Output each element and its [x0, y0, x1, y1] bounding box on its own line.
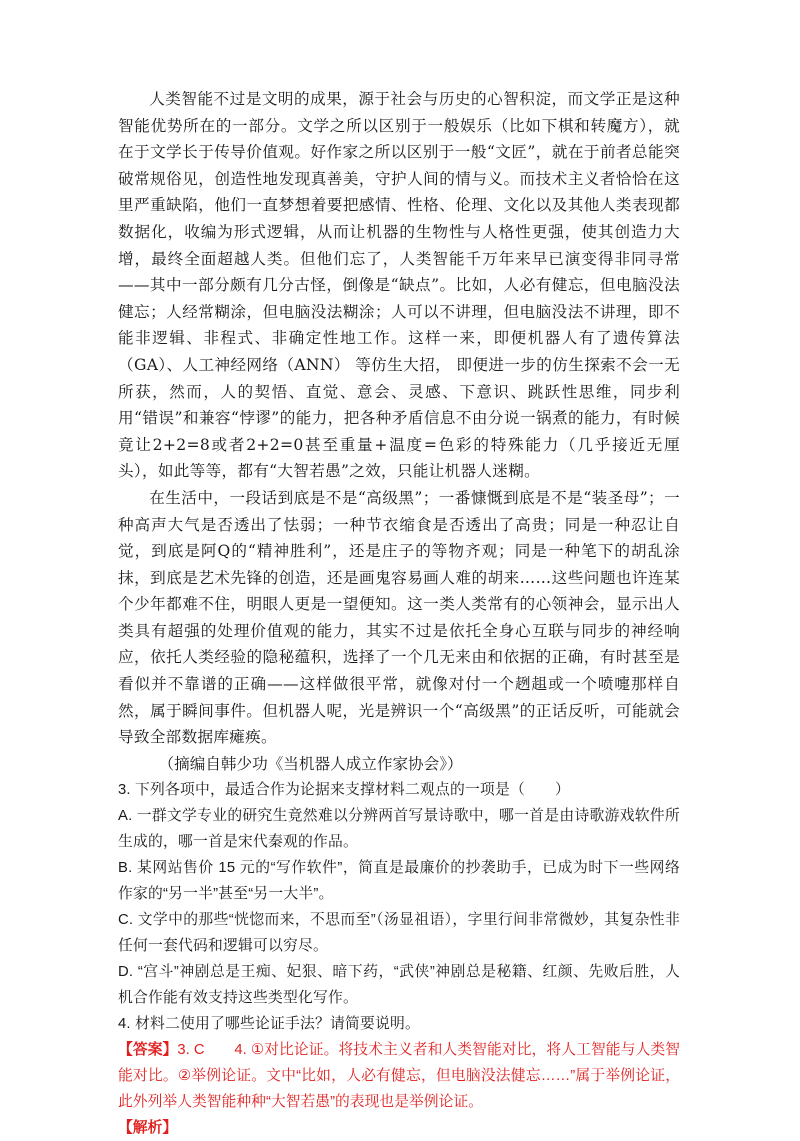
material-paragraph-1: 人类智能不过是文明的成果，源于社会与历史的心智积淀，而文学正是这种智能优势所在的一部分。文学之所以区别于一般娱乐（比如下棋和转魔方），就在于文学长于传导价值观。好作家之所以区别于一般“文匠”，就在于前者总能突破常规俗见，创造性地发现真善美，守护人间的情与义。而技术主义者恰恰在这里严重缺陷，他们一直梦想着要把感情、性格、伦理、文化以及其他人类表现都数据化，收编为形式逻辑，从而让机器的生物性与人格性更强，使其创造力大增，最终全面超越人类。但他们忘了，人类智能千万年来早已演变得非同寻常——其中一部分颇有几分古怪，倒像是“缺点”。比如，人必有健忘，但电脑没法健忘；人经常糊涂，但电脑没法糊涂；人可以不讲理，但电脑没法不讲理，即不能非逻辑、非程式、非确定性地工作。这样一来，即便机器人有了遗传算法（GA）、人工神经网络（ANN） 等仿生大招， 即便进一步的仿生探索不会一无所获，然而，人的契悟、直觉、意会、灵感、下意识、跳跃性思维，同步利用“错误”和兼容“悖谬”的能力，把各种矛盾信息不由分说一锅煮的能力，有时候竟让2+2=8或者2+2=0甚至重量+温度=色彩的特殊能力（几乎接近无厘头），如此等等，都有“大智若愚”之效，只能让机器人迷糊。: [118, 90, 680, 481]
option-c: C. 文学中的那些“恍惚而来，不思而至”（汤显祖语），字里行间非常微妙，其复杂性非任何一套代码和逻辑可以穷尽。: [118, 912, 680, 955]
option-d: D. “宫斗”神剧总是王痴、妃狠、暗下药，“武侠”神剧总是秘籍、红颜、先败后胜，人机合作能有效支持这些类型化写作。: [118, 964, 680, 1007]
question-3: 3. 下列各项中，最适合作为论据来支撑材料二观点的一项是（ ）: [118, 782, 570, 799]
answer-block: [118, 1037, 680, 1115]
document-page: [118, 86, 680, 1141]
answer-tag: 【答案】: [118, 1042, 178, 1059]
material-source: （摘编自韩少功《当机器人成立作家协会》）: [158, 754, 463, 773]
answer-text: 3. C 4. ①对比论证。将技术主义者和人类智能对比，将人工智能与人类智能对比。②举例论证。文中“比如，人必有健忘，但电脑没法健忘……”属于举例论证，此外列举人类智能种种“大智若愚”的表现也是举例论证。: [118, 1042, 680, 1111]
option-a: A. 一群文学专业的研究生竟然难以分辨两首写景诗歌中，哪一首是由诗歌游戏软件所生成的，哪一首是宋代秦观的作品。: [118, 808, 680, 851]
material-paragraph-2: 在生活中，一段话到底是不是“高级黑”；一番慷慨到底是不是“装圣母”；一种高声大气是否透出了怯弱；一种节衣缩食是否透出了高贵；同是一种忍让自觉，到底是阿Q的“精神胜利”，还是庄子的等物齐观；同是一种笔下的胡乱涂抹，到底是艺术先锋的创造，还是画鬼容易画人难的胡来……这些问题也许连某个少年都难不住，明眼人更是一望便知。这一类人类常有的心领神会，显示出人类具有超强的处理价值观的能力，其实不过是依托全身心互联与同步的神经响应，依托人类经验的隐秘蕴积，选择了一个几无来由和依据的正确，有时甚至是看似并不靠谱的正确——这样做很平常，就像对付一个趔趄或一个喷嚏那样自然，属于瞬间事件。但机器人呢，光是辨识一个“高级黑”的正话反听，可能就会导致全部数据库瘫痪。: [118, 488, 680, 747]
question-4: 4. 材料二使用了哪些论证手法？请简要说明。: [118, 1016, 420, 1033]
analysis-tag: 【解析】: [118, 1120, 178, 1137]
option-b: B. 某网站售价 15 元的“写作软件”，简直是最廉价的抄袭助手，已成为时下一些网络作家的“另一半”甚至“另一大半”。: [118, 860, 680, 903]
